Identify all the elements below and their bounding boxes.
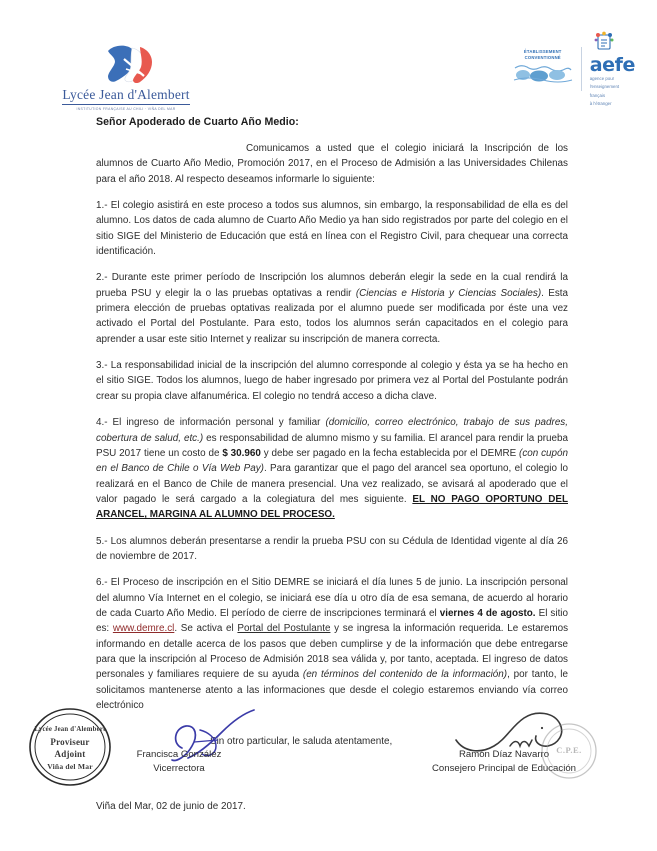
- aefe-emblem-icon: [590, 31, 635, 56]
- date-line: Viña del Mar, 02 de junio de 2017.: [96, 801, 246, 812]
- p4-text-a: 4.- El ingreso de información personal y familiar: [96, 417, 326, 429]
- school-subtitle: INSTITUTION FRANÇAISE AU CHILI · VIÑA DEL MAR: [76, 106, 176, 111]
- aefe-wordmark: aefe: [589, 54, 635, 77]
- p2-text-b: . Esta primera elección de pruebas optativas realizada por el alumno puede ser modificada por éste una vez activado el Portal del Postulante. Para esto, todos los alumnos serán capacitados en el colegio para aprender a usar este sitio Internet y realizar su inscripción de manera correcta.: [96, 287, 568, 345]
- aefe-brand-block: [589, 31, 635, 107]
- psu-fee-amount: $ 30.960: [222, 447, 261, 459]
- cpe-stamp-label: C.P.E.: [556, 745, 582, 755]
- logo-divider: [581, 47, 582, 91]
- conventioned-line2: CONVENTIONNÉ: [524, 54, 561, 60]
- p6-text-d: y se ingresa la información requerida. Le estaremos informando en detalle acerca de los pasos que deben cumplirse y de la información que debe entregarse para que la inscripción al Proceso de Admisión 2018 sea válida y, por tanto, aceptada. El ingreso de datos personales y familiares requiere de su ayuda: [96, 623, 569, 681]
- closing-line: Sin otro particular, le saluda atentamente,: [210, 736, 393, 748]
- aefe-tagline-line4: à l'étranger: [589, 100, 612, 106]
- registration-deadline: viernes 4 de agosto.: [439, 607, 536, 619]
- p6-text-c: . Se activa el: [174, 623, 238, 635]
- p6-text-b: El sitio es:: [96, 607, 568, 635]
- signer-role-right: Consejero Principal de Educación: [432, 763, 576, 774]
- aefe-tagline-line3: français: [589, 92, 606, 98]
- p4-personal-data-examples: (domicilio, correo electrónico, trabajo de sus padres, cobertura de salud, etc.): [96, 417, 568, 444]
- p2-optional-tests: (Ciencias e Historia y Ciencias Sociales): [355, 287, 542, 299]
- stamp-line-3: Adjoint: [54, 749, 86, 759]
- letter-body: [96, 116, 568, 747]
- signer-role-left: Vicerrectora: [153, 763, 205, 774]
- letterhead: [0, 38, 657, 116]
- signer-name-left: Francisca González: [136, 749, 222, 760]
- paragraph-1: 1.- El colegio asistirá en este proceso a todos sus alumnos, sin embargo, la responsabilidad de ella es del alumno. Los datos de cada alumno de Cuarto Año Medio ya han sido registrados por parte del colegio en el sitio SIGE del Ministerio de Educación que está en línea con el Registro Civil, para chequear una correcta identificación.: [96, 200, 568, 258]
- portal-del-postulante-reference: Portal del Postulante: [237, 623, 331, 635]
- conventioned-line1: ÉTABLISSEMENT: [523, 48, 562, 54]
- non-payment-warning: EL NO PAGO OPORTUNO DEL ARANCEL, MARGINA AL ALUMNO DEL PROCESO.: [96, 493, 568, 521]
- p6-text-e: , por tanto, le solicitamos mantenerse atento a las informaciones que desde el colegio estaremos enviando vía correo electrónico: [96, 669, 568, 711]
- p4-text-c: y debe ser pagado en la fecha establecida por el DEMRE: [260, 447, 520, 459]
- p4-text-d: . Para garantizar que el pago del arancel sea oportuno, el colegio lo realizará en el Banco de Chile de manera presencial. Una vez realizado, se avisará al apoderado que el valor pagado le será cargado a la colegiatura del mes siguiente.: [96, 463, 568, 505]
- stamp-line-1: Lycée Jean d'Alembert: [34, 726, 106, 733]
- french-map-flag-logo: [46, 42, 206, 86]
- school-logo: [46, 42, 206, 111]
- paragraph-intro: Comunicamos a usted que el colegio iniciará la Inscripción de los alumnos de Cuarto Año Medio, Promoción 2017, en el Proceso de Admisión a las Universidades Chilenas para el año 2018. Al respecto deseamos informarle lo siguiente:: [96, 143, 568, 185]
- stamp-line-4: Viña del Mar: [47, 762, 93, 771]
- paragraph-4: [96, 415, 568, 522]
- conventioned-block: [512, 49, 574, 89]
- salutation: Señor Apoderado de Cuarto Año Medio:: [96, 116, 299, 128]
- cpe-rubber-stamp: [540, 722, 598, 780]
- paragraph-3: 3.- La responsabilidad inicial de la inscripción del alumno corresponde al colegio y ésta ya se ha hecho en el sitio SIGE. Todos los alumnos, luego de haber ingresado por primera vez al Portal del Postulante podrán crear su propia clave alfanumérica. El colegio no tendrá acceso a dicha clave.: [96, 360, 568, 402]
- paragraph-6: [96, 575, 568, 713]
- aefe-tagline-line2: l'enseignement: [589, 84, 620, 90]
- p4-text-b: es responsabilidad de alumno mismo y su familia. El arancel para rendir la prueba PSU 2017 tiene un costo de: [96, 432, 568, 459]
- paragraph-2: [96, 270, 568, 347]
- signer-name-right: Ramón Díaz Navarro: [458, 749, 550, 760]
- p6-text-a: 6.- El Proceso de inscripción en el Sitio DEMRE se iniciará el día lunes 5 de junio. La inscripción personal del alumno Vía Internet en el colegio, se iniciará ese día u otro día de esa semana, de acuerdo al horario de cada Cuarto Año Medio. El período de cierre de inscripciones terminará el: [96, 577, 568, 619]
- round-rubber-stamp: [27, 706, 113, 788]
- aefe-tagline-line1: agence pour: [589, 76, 615, 82]
- school-name: Lycée Jean d'Alembert: [62, 87, 189, 105]
- demre-website-link[interactable]: www.demre.cl: [112, 623, 175, 635]
- paragraph-5: 5.- Los alumnos deberán presentarse a rendir la prueba PSU con su Cédula de Identidad vigente al día 26 de noviembre de 2017.: [96, 535, 568, 562]
- signature-left: [104, 748, 254, 776]
- stamp-line-2: Proviseur: [50, 737, 90, 747]
- p4-payment-method: (con cupón en el Banco de Chile o Vía Web Pay): [96, 447, 569, 475]
- aefe-logo: [512, 38, 635, 106]
- p2-text-a: 2.- Durante este primer período de Inscripción los alumnos deberán elegir la sede en la cual rendirá la prueba PSU y elegir la o las pruebas optativas a rendir: [96, 272, 568, 299]
- world-globe-icon: [512, 62, 574, 89]
- p6-information-note: (en términos del contenido de la información): [302, 669, 508, 681]
